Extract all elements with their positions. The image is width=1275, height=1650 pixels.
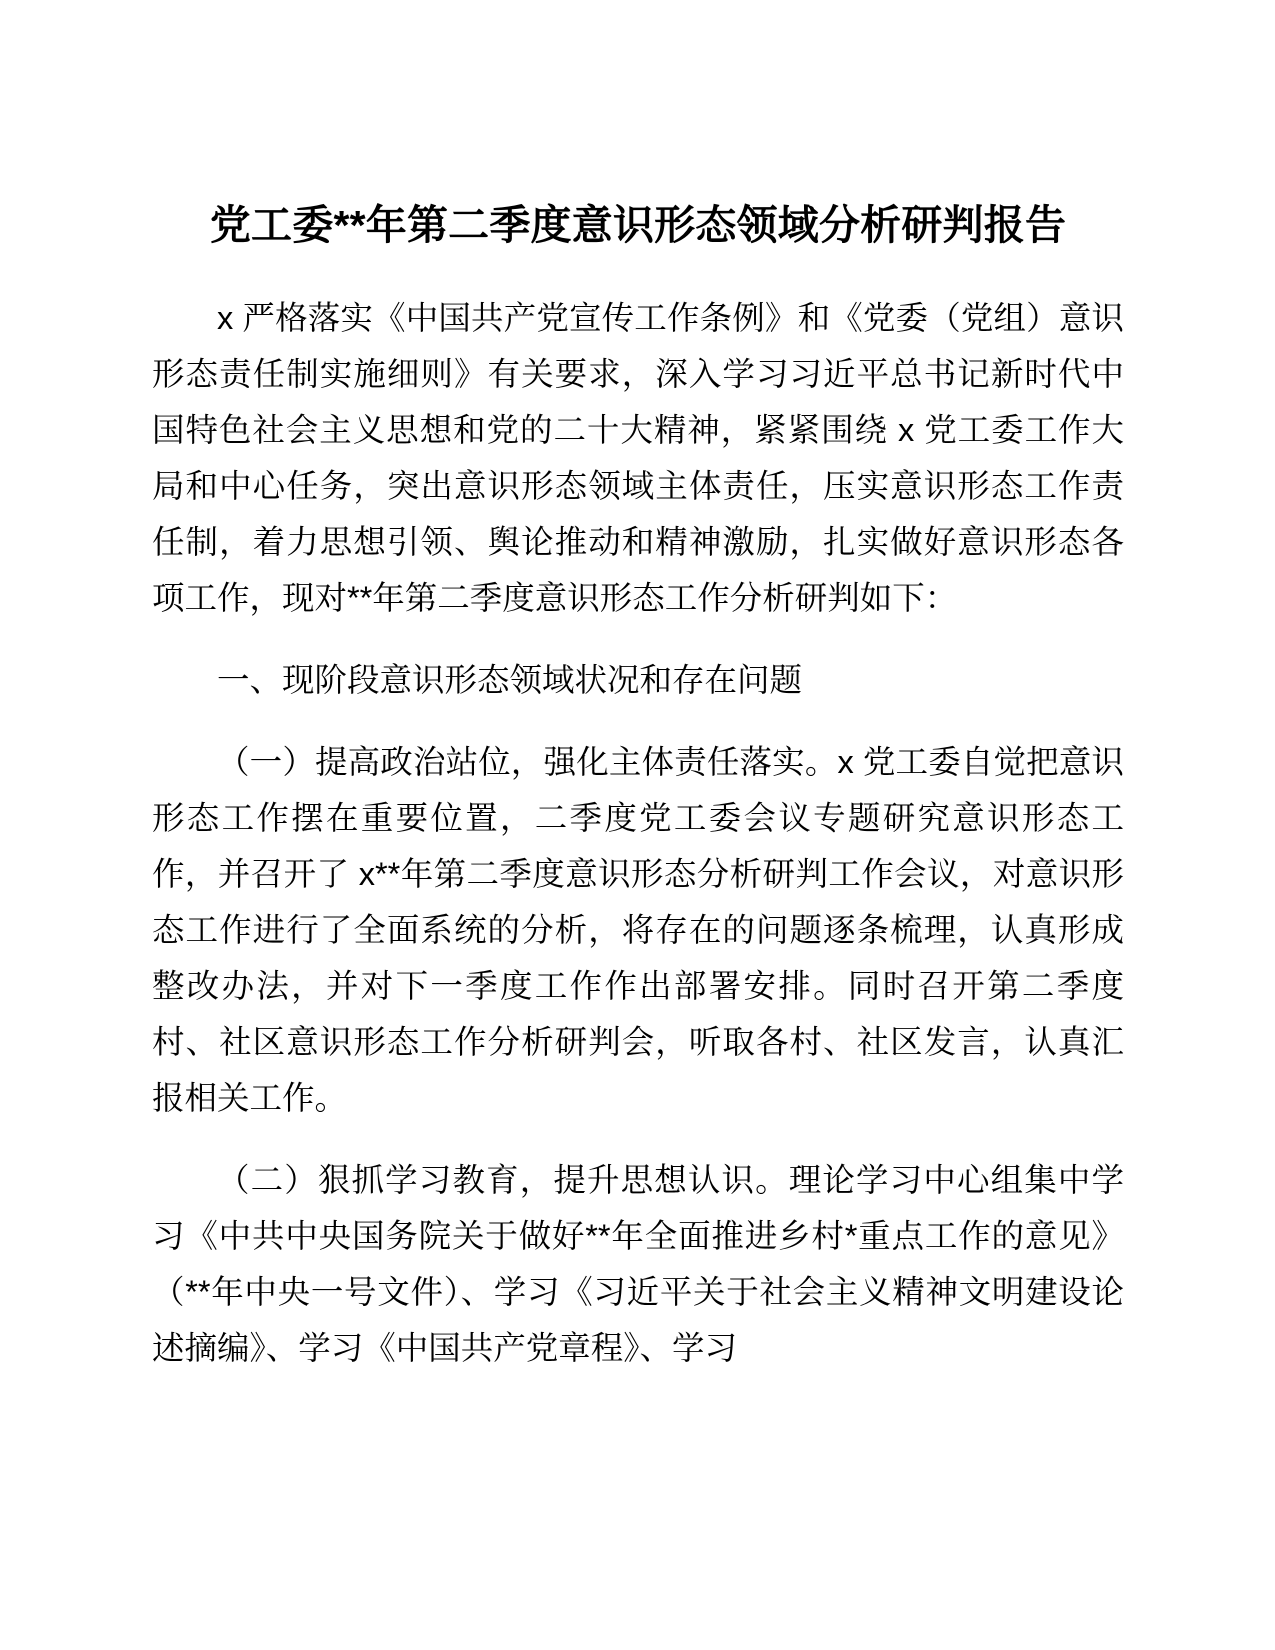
body-paragraph-subsection-one: （一）提高政治站位，强化主体责任落实。x 党工委自觉把意识形态工作摆在重要位置，二季度党工委会议专题研究意识形态工作，并召开了 x**年第二季度意识形态分析研判工作会议，对意识形态工作进行了全面系统的分析，将存在的问题逐条梳理，认真形成整改办法，并对下一季度工作作出部署安排。同时召开第二季度村、社区意识形态工作分析研判会，听取各村、社区发言，认真汇报相关工作。	[152, 744, 1124, 1117]
title-spacer	[152, 254, 1124, 290]
paragraph-spacer	[152, 708, 1124, 734]
paragraph-spacer	[152, 626, 1124, 652]
page-title: 党工委**年第二季度意识形态领域分析研判报告	[209, 202, 1067, 248]
body-paragraph-intro: x 严格落实《中国共产党宣传工作条例》和《党委（党组）意识形态责任制实施细则》有关要求，深入学习习近平总书记新时代中国特色社会主义思想和党的二十大精神，紧紧围绕 x 党工委工作大局和中心任务，突出意识形态领域主体责任，压实意识形态工作责任制，着力思想引领、舆论推动和精神激励，扎实做好意识形态各项工作，现对**年第二季度意识形态工作分析研判如下：	[152, 300, 1124, 617]
body-paragraph-subsection-two: （二）狠抓学习教育，提升思想认识。理论学习中心组集中学习《中共中央国务院关于做好**年全面推进乡村*重点工作的意见》（**年中央一号文件）、学习《习近平关于社会主义精神文明建设论述摘编》、学习《中国共产党章程》、学习	[152, 1162, 1124, 1367]
paragraph-spacer	[152, 1126, 1124, 1152]
page-text-column	[152, 0, 1124, 1376]
section-heading-one: 一、现阶段意识形态领域状况和存在问题	[217, 662, 803, 699]
